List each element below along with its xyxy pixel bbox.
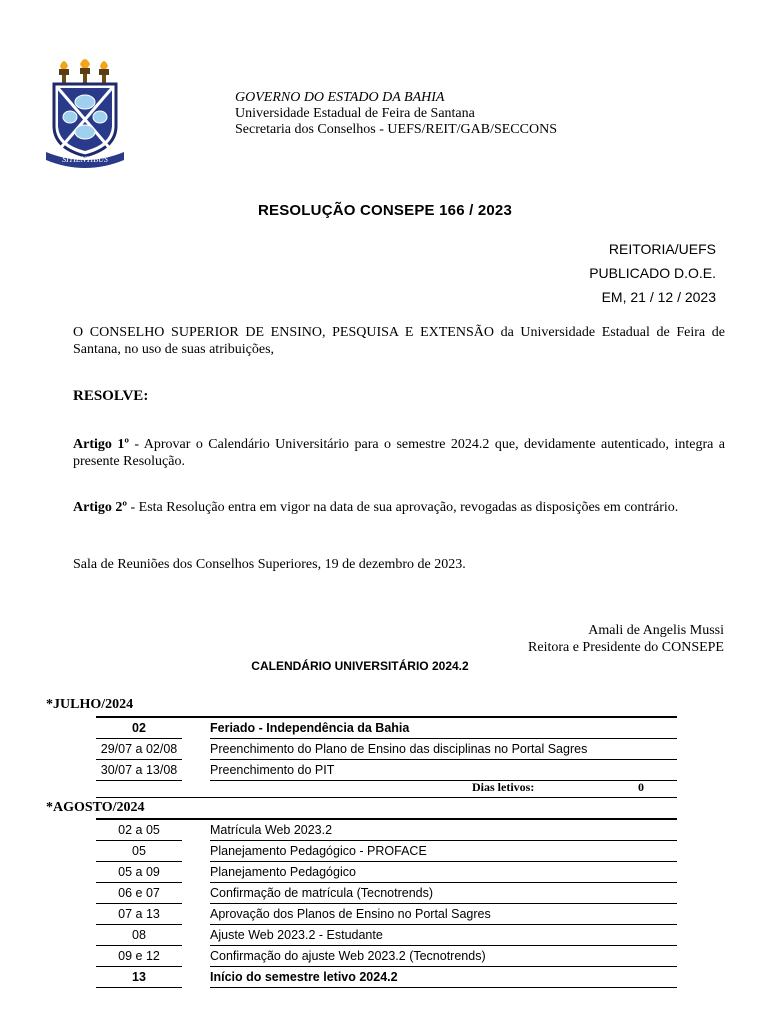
table-row <box>96 841 677 862</box>
table-row <box>96 717 677 739</box>
government-name: GOVERNO DO ESTADO DA BAHIA <box>235 90 445 105</box>
event-date: 08 <box>96 925 182 946</box>
location-date-line: Sala de Reuniões dos Conselhos Superiores, 19 de dezembro de 2023. <box>73 557 466 572</box>
event-description: Aprovação dos Planos de Ensino no Portal Sagres <box>210 904 677 925</box>
event-description: Planejamento Pedagógico <box>210 862 677 883</box>
event-date: 09 e 12 <box>96 946 182 967</box>
school-days-label: Dias letivos: <box>472 780 535 794</box>
resolve-heading: RESOLVE: <box>73 388 149 404</box>
university-name: Universidade Estadual de Feira de Santana <box>235 106 475 121</box>
publication-date: EM, 21 / 12 / 2023 <box>601 289 716 305</box>
table-row <box>96 819 677 841</box>
event-date: 05 <box>96 841 182 862</box>
article-2 <box>73 499 725 516</box>
uefs-coat-of-arms-logo <box>42 56 128 170</box>
signatory-name: Amali de Angelis Mussi <box>588 623 724 638</box>
institution-header <box>235 90 557 138</box>
event-description: Início do semestre letivo 2024.2 <box>210 967 677 988</box>
school-days-summary <box>96 777 677 798</box>
article-1-label: Artigo 1º <box>73 437 129 452</box>
intro-paragraph: O CONSELHO SUPERIOR DE ENSINO, PESQUISA E EXTENSÃO da Universidade Estadual de Feira de Santana, no uso de suas atribuições, <box>73 325 725 357</box>
article-2-text: - Esta Resolução entra em vigor na data de sua aprovação, revogadas as disposições em contrário. <box>127 500 679 515</box>
event-description: Feriado - Independência da Bahia <box>210 717 677 739</box>
month-title-august: *AGOSTO/2024 <box>46 800 145 815</box>
table-row <box>96 739 677 760</box>
event-description: Planejamento Pedagógico - PROFACE <box>210 841 677 862</box>
resolution-title: RESOLUÇÃO CONSEPE 166 / 2023 <box>257 202 513 219</box>
event-description: Preenchimento do Plano de Ensino das disciplinas no Portal Sagres <box>210 739 677 760</box>
calendar-table-august <box>96 818 677 988</box>
event-date: 06 e 07 <box>96 883 182 904</box>
table-row <box>96 904 677 925</box>
event-date: 29/07 a 02/08 <box>96 739 182 760</box>
calendar-table-july <box>96 716 677 781</box>
article-2-label: Artigo 2º <box>73 500 127 515</box>
event-description: Matrícula Web 2023.2 <box>210 819 677 841</box>
table-row <box>96 967 677 988</box>
event-description: Confirmação de matrícula (Tecnotrends) <box>210 883 677 904</box>
event-date: 05 a 09 <box>96 862 182 883</box>
torches-icon <box>59 59 109 85</box>
event-date: 02 <box>96 717 182 739</box>
publication-line: REITORIA/UEFS <box>608 241 716 257</box>
calendar-title: CALENDÁRIO UNIVERSITÁRIO 2024.2 <box>251 659 469 673</box>
event-date: 13 <box>96 967 182 988</box>
event-date: 30/07 a 13/08 <box>96 760 182 781</box>
event-description: Confirmação do ajuste Web 2023.2 (Tecnotrends) <box>210 946 677 967</box>
publication-line: PUBLICADO D.O.E. <box>589 265 716 281</box>
school-days-value: 0 <box>638 780 644 794</box>
signatory-role: Reitora e Presidente do CONSEPE <box>528 640 724 655</box>
event-description: Ajuste Web 2023.2 - Estudante <box>210 925 677 946</box>
signature-block <box>528 622 724 656</box>
department-name: Secretaria dos Conselhos - UEFS/REIT/GAB/SECCONS <box>235 122 557 137</box>
logo-motto: SITIENTIBUS <box>62 155 108 164</box>
event-date: 02 a 05 <box>96 819 182 841</box>
table-row <box>96 883 677 904</box>
table-row <box>96 862 677 883</box>
table-row <box>96 925 677 946</box>
event-description: Preenchimento do PIT <box>210 760 677 781</box>
article-1-text: - Aprovar o Calendário Universitário para o semestre 2024.2 que, devidamente autenticado, integra a presente Resolução. <box>73 437 725 469</box>
event-date: 07 a 13 <box>96 904 182 925</box>
article-1 <box>73 436 725 470</box>
month-title-july: *JULHO/2024 <box>46 697 134 712</box>
table-row <box>96 946 677 967</box>
publication-block <box>589 237 716 309</box>
